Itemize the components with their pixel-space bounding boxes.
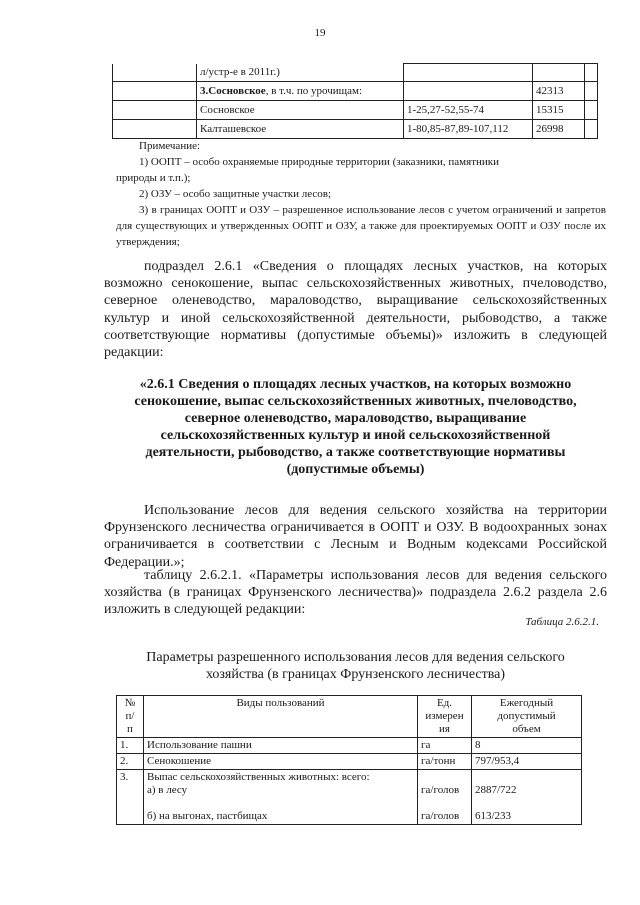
- table-cell: 1-80,85-87,89-107,112: [404, 120, 533, 139]
- row-number: 3.: [117, 770, 144, 825]
- col-header-kind: Виды пользований: [144, 696, 418, 738]
- table-cell: [404, 64, 533, 82]
- table-cell: 26998: [533, 120, 585, 139]
- row-volume: 797/953,4: [472, 754, 582, 770]
- table-cell: Сосновское: [197, 101, 404, 120]
- row-unit: га/голов га/голов: [418, 770, 472, 825]
- col-header-number: № п/ п: [117, 696, 144, 738]
- note-item-2: 2) ОЗУ – особо защитные участки лесов;: [139, 188, 332, 200]
- page-number: 19: [314, 27, 326, 39]
- table-title: Параметры разрешенного использования лесов для ведения сельского хозяйства (в границах Фрунзенского лесничества): [146, 650, 565, 683]
- note-item-3: 3) в границах ООПТ и ОЗУ – разрешенное использование лесов с учетом ограничений и запретов для существующих и утвержденных ООПТ и ОЗУ, а также для проектируемых ООПТ и ОЗУ после их утверждения;: [116, 204, 606, 248]
- table-cell: 1-25,27-52,55-74: [404, 101, 533, 120]
- table-row: [113, 120, 598, 139]
- row-kind: Выпас сельскохозяйственных животных: всего: а) в лесу б) на выгонах, пастбищах: [144, 770, 418, 825]
- table-row: [117, 738, 582, 754]
- note-item-1: 1) ООПТ – особо охраняемые природные территории (заказники, памятники: [139, 156, 500, 168]
- row-volume: 8: [472, 738, 582, 754]
- section-heading: «2.6.1 Сведения о площадях лесных участков, на которых возможно сенокошение, выпас сельскохозяйственных животных, пчеловодство, северное оленеводство, мараловодство, выращивание сельскохозяйственных культур и иной сельскохозяйственной деятельности, рыбоводство, а также соответствующие нормативы (допустимые объемы): [134, 377, 577, 477]
- table-cell: 42313: [533, 82, 585, 101]
- row-volume: 2887/722 613/233: [472, 770, 582, 825]
- table-row: [113, 101, 598, 120]
- table-row: [113, 82, 598, 101]
- paragraph-subsection: подраздел 2.6.1 «Сведения о площадях лесных участков, на которых возможно сенокошение, выпас сельскохозяйственных животных, пчеловодство, северное оленеводство, мараловодство, выращивание сельскохозяйственных культур и иной сельскохозяйственной деятельности, рыбоводство, а также соответствующие нормативы (допустимые объемы)» изложить в следующей редакции:: [104, 259, 607, 361]
- district-note: , в т.ч. по урочищам:: [265, 84, 363, 97]
- table-cell: [533, 64, 585, 82]
- row-kind: Сенокошение: [144, 754, 418, 770]
- row-unit: га/тонн: [418, 754, 472, 770]
- table-row: [117, 770, 582, 825]
- table-cell: 15315: [533, 101, 585, 120]
- col-header-volume: Ежегодный допустимый объем: [472, 696, 582, 738]
- row-kind: Использование пашни: [144, 738, 418, 754]
- table-header-row: [117, 696, 582, 738]
- table-cell: Калташевское: [197, 120, 404, 139]
- table-cell: л/устр-е в 2011г.): [197, 64, 404, 82]
- usage-parameters-table: [116, 695, 582, 825]
- table-cell: [197, 82, 404, 101]
- row-unit: га: [418, 738, 472, 754]
- note-block: [116, 138, 606, 250]
- paragraph-table-ref: таблицу 2.6.2.1. «Параметры использования лесов для ведения сельского хозяйства (в границах Фрунзенского лесничества)» подраздела 2.6.2 раздела 2.6 изложить в следующей редакции:: [104, 568, 607, 618]
- paragraph-usage: Использование лесов для ведения сельского хозяйства на территории Фрунзенского лесничества ограничивается в ООПТ и ОЗУ. В водоохранных зонах ограничивается в соответствии с Лесным и Водным кодексами Российской Федерации.»;: [104, 503, 607, 570]
- table-row: [117, 754, 582, 770]
- row-number: 1.: [117, 738, 144, 754]
- table-row: [113, 64, 598, 82]
- note-title: Примечание:: [139, 140, 201, 152]
- district-name: 3.Сосновское: [200, 84, 266, 97]
- note-item-1-cont: природы и т.п.);: [116, 172, 191, 184]
- forest-district-table: [112, 63, 598, 139]
- col-header-unit: Ед. измерен ия: [418, 696, 472, 738]
- table-caption: Таблица 2.6.2.1.: [525, 616, 599, 628]
- table-cell: [404, 82, 533, 101]
- row-number: 2.: [117, 754, 144, 770]
